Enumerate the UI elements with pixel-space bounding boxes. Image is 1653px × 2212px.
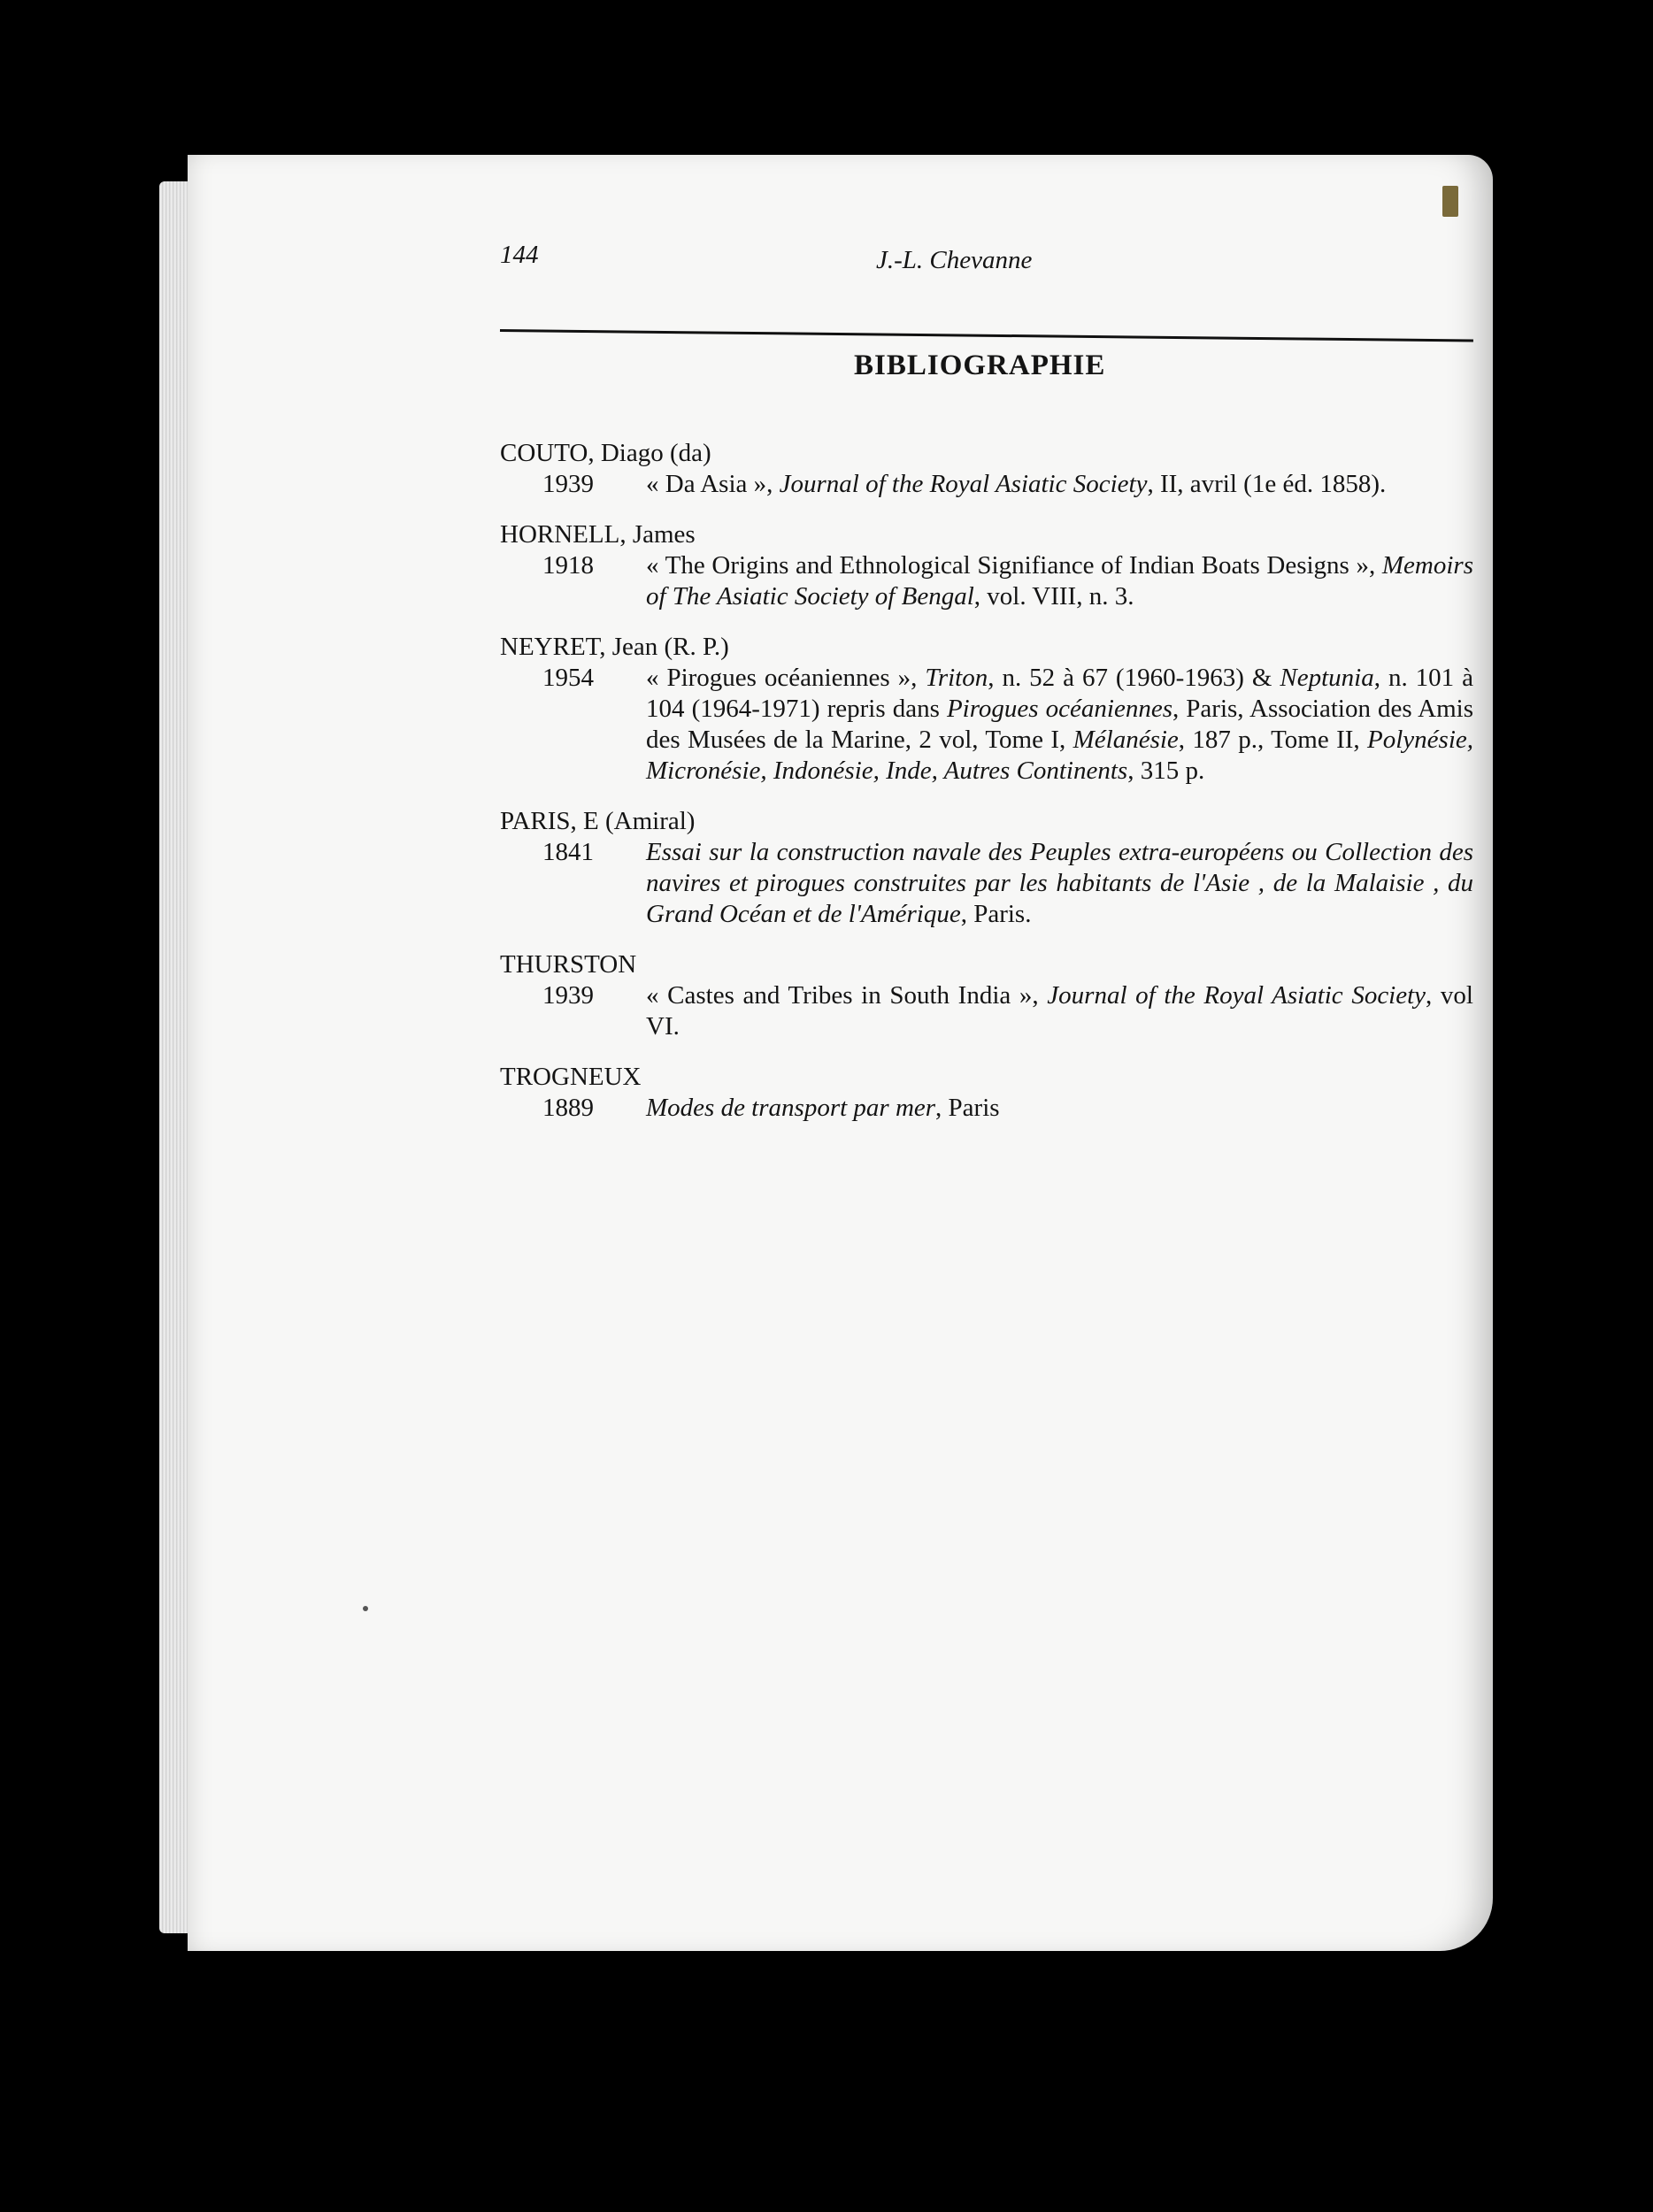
entry-author: THURSTON: [500, 950, 637, 979]
bibliography-entry: [500, 1062, 1473, 1124]
entry-year: 1939: [542, 470, 594, 498]
bibliography-entry: [500, 519, 1473, 612]
bibliography-entry: [500, 949, 1473, 1042]
citation-title: Triton: [925, 664, 988, 692]
citation-title: Modes de transport par mer: [646, 1094, 936, 1122]
citation-text: , vol. VIII, n. 3.: [973, 582, 1134, 611]
bibliography-entry: [500, 806, 1473, 930]
citation-title: Mélanésie: [1073, 726, 1179, 754]
citation-text: , Paris, Association des Amis des Musées de la Marine, 2 vol, Tome I,: [646, 695, 1473, 754]
citation-title: Polynésie, Micronésie, Indonésie, Inde, Autres Continents: [646, 726, 1473, 785]
entry-author: COUTO, Diago (da): [500, 439, 711, 467]
bibliography-entry: [500, 632, 1473, 787]
citation-text: « Castes and Tribes in South India »,: [646, 981, 1048, 1010]
entry-reference: [500, 663, 1473, 787]
entry-year: 1954: [542, 664, 594, 692]
citation-text: « The Origins and Ethnological Signifiance of Indian Boats Designs »,: [646, 551, 1382, 580]
entry-citation: [646, 469, 1473, 500]
entry-year: 1918: [542, 551, 594, 580]
entry-reference: [500, 837, 1473, 930]
citation-title: Memoirs of The Asiatic Society of Bengal: [646, 551, 1473, 611]
entry-citation: [646, 663, 1473, 787]
citation-text: , Paris: [935, 1094, 1000, 1122]
citation-text: , vol VI.: [646, 981, 1473, 1041]
citation-title: Pirogues océaniennes: [946, 695, 1172, 723]
running-head: J.-L. Chevanne: [876, 246, 1033, 274]
entry-author: NEYRET, Jean (R. P.): [500, 633, 729, 661]
entry-citation: [646, 1093, 1473, 1124]
citation-text: , 315 p.: [1127, 757, 1205, 785]
entry-reference: [500, 469, 1473, 500]
citation-text: , n. 101 à 104 (1964-1971) repris dans: [646, 664, 1474, 723]
entry-citation: [646, 550, 1473, 612]
citation-text: « Pirogues océaniennes »,: [646, 664, 926, 692]
entry-citation: [646, 980, 1473, 1042]
section-heading: BIBLIOGRAPHIE: [854, 349, 1106, 381]
citation-text: , II, avril (1e éd. 1858).: [1147, 470, 1387, 498]
citation-text: , Paris.: [960, 900, 1032, 928]
entry-author: TROGNEUX: [500, 1063, 642, 1091]
entry-year: 1939: [542, 981, 594, 1010]
citation-title: Essai sur la construction navale des Peuples extra-européens ou Collection des navires et pirogues construites par les habitants de l'Asie , de la Malaisie , du Grand Océan et de l'Amérique: [646, 838, 1473, 928]
citation-text: « Da Asia »,: [646, 470, 780, 498]
bibliography-entry: [500, 438, 1473, 500]
entry-author: HORNELL, James: [500, 520, 696, 549]
entry-reference: [500, 980, 1473, 1042]
citation-title: Neptunia: [1280, 664, 1374, 692]
entry-reference: [500, 1093, 1473, 1124]
entry-reference: [500, 550, 1473, 612]
citation-text: , 187 p., Tome II,: [1178, 726, 1368, 754]
entry-year: 1889: [542, 1094, 594, 1122]
entry-citation: [646, 837, 1473, 930]
entry-author: PARIS, E (Amiral): [500, 807, 696, 835]
bibliography-list: [500, 438, 1473, 1143]
speck: [363, 1606, 368, 1611]
spine-tab: [1442, 186, 1458, 217]
citation-text: , n. 52 à 67 (1960-1963) &: [988, 664, 1280, 692]
page-header: [500, 241, 1473, 285]
entry-year: 1841: [542, 838, 594, 866]
citation-title: Journal of the Royal Asiatic Society: [1047, 981, 1426, 1010]
page-number: 144: [500, 241, 539, 269]
citation-title: Journal of the Royal Asiatic Society: [779, 470, 1148, 498]
